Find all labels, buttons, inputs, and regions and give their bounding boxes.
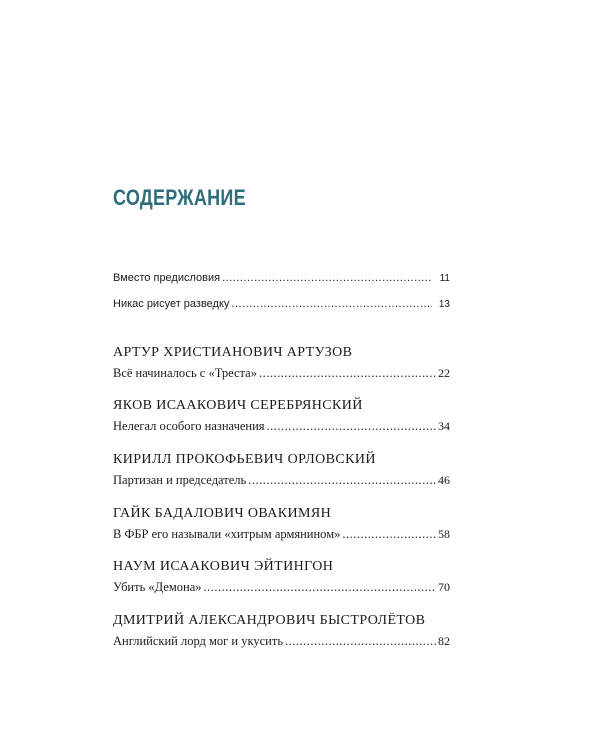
dot-leader [248,473,436,488]
toc-entry-label: Партизан и председатель [113,473,247,487]
toc-entry-label: Убить «Демона» [113,580,202,594]
page-title: СОДЕРЖАНИЕ [113,185,246,210]
dot-leader [204,580,436,595]
toc-chapter-entry[interactable] [113,473,450,488]
toc-entry-label: Вместо предисловия [113,272,221,284]
toc-chapter-entry[interactable] [113,634,450,649]
toc-entry-label: Английский лорд мог и укусить [113,634,284,648]
section-heading-person: ДМИТРИЙ АЛЕКСАНДРОВИЧ БЫСТРОЛЁТОВ [113,613,426,628]
toc-chapter-entry[interactable] [113,419,450,434]
page-number: 82 [438,634,450,648]
toc-intro-entry[interactable] [113,298,450,310]
dot-leader [285,634,436,649]
dot-leader [342,527,436,542]
page-number: 34 [438,419,450,433]
toc-chapter-entry[interactable] [113,527,450,542]
section-heading-person: ГАЙК БАДАЛОВИЧ ОВАКИМЯН [113,506,332,521]
page-number: 22 [438,366,450,380]
toc-entry-label: В ФБР его называли «хитрым армянином» [113,527,341,541]
section-heading-person: НАУМ ИСААКОВИЧ ЭЙТИНГОН [113,559,334,574]
toc-entry-label: Всё начиналось с «Треста» [113,366,257,380]
dot-leader [231,298,432,310]
dot-leader [267,419,436,434]
toc-chapter-entry[interactable] [113,366,450,381]
page-number: 46 [438,473,450,487]
page-number: 58 [438,527,450,541]
dot-leader [222,272,432,284]
page-number: 11 [439,273,450,284]
page-number: 70 [438,580,450,594]
toc-entry-label: Нелегал особого назначения [113,419,265,433]
page-number: 13 [438,299,450,310]
dot-leader [259,366,436,381]
toc-chapter-entry[interactable] [113,580,450,595]
toc-intro-entry[interactable] [113,272,450,284]
section-heading-person: КИРИЛЛ ПРОКОФЬЕВИЧ ОРЛОВСКИЙ [113,452,376,467]
section-heading-person: АРТУР ХРИСТИАНОВИЧ АРТУЗОВ [113,345,353,360]
toc-entry-label: Никас рисует разведку [113,298,230,310]
section-heading-person: ЯКОВ ИСААКОВИЧ СЕРЕБРЯНСКИЙ [113,398,363,413]
